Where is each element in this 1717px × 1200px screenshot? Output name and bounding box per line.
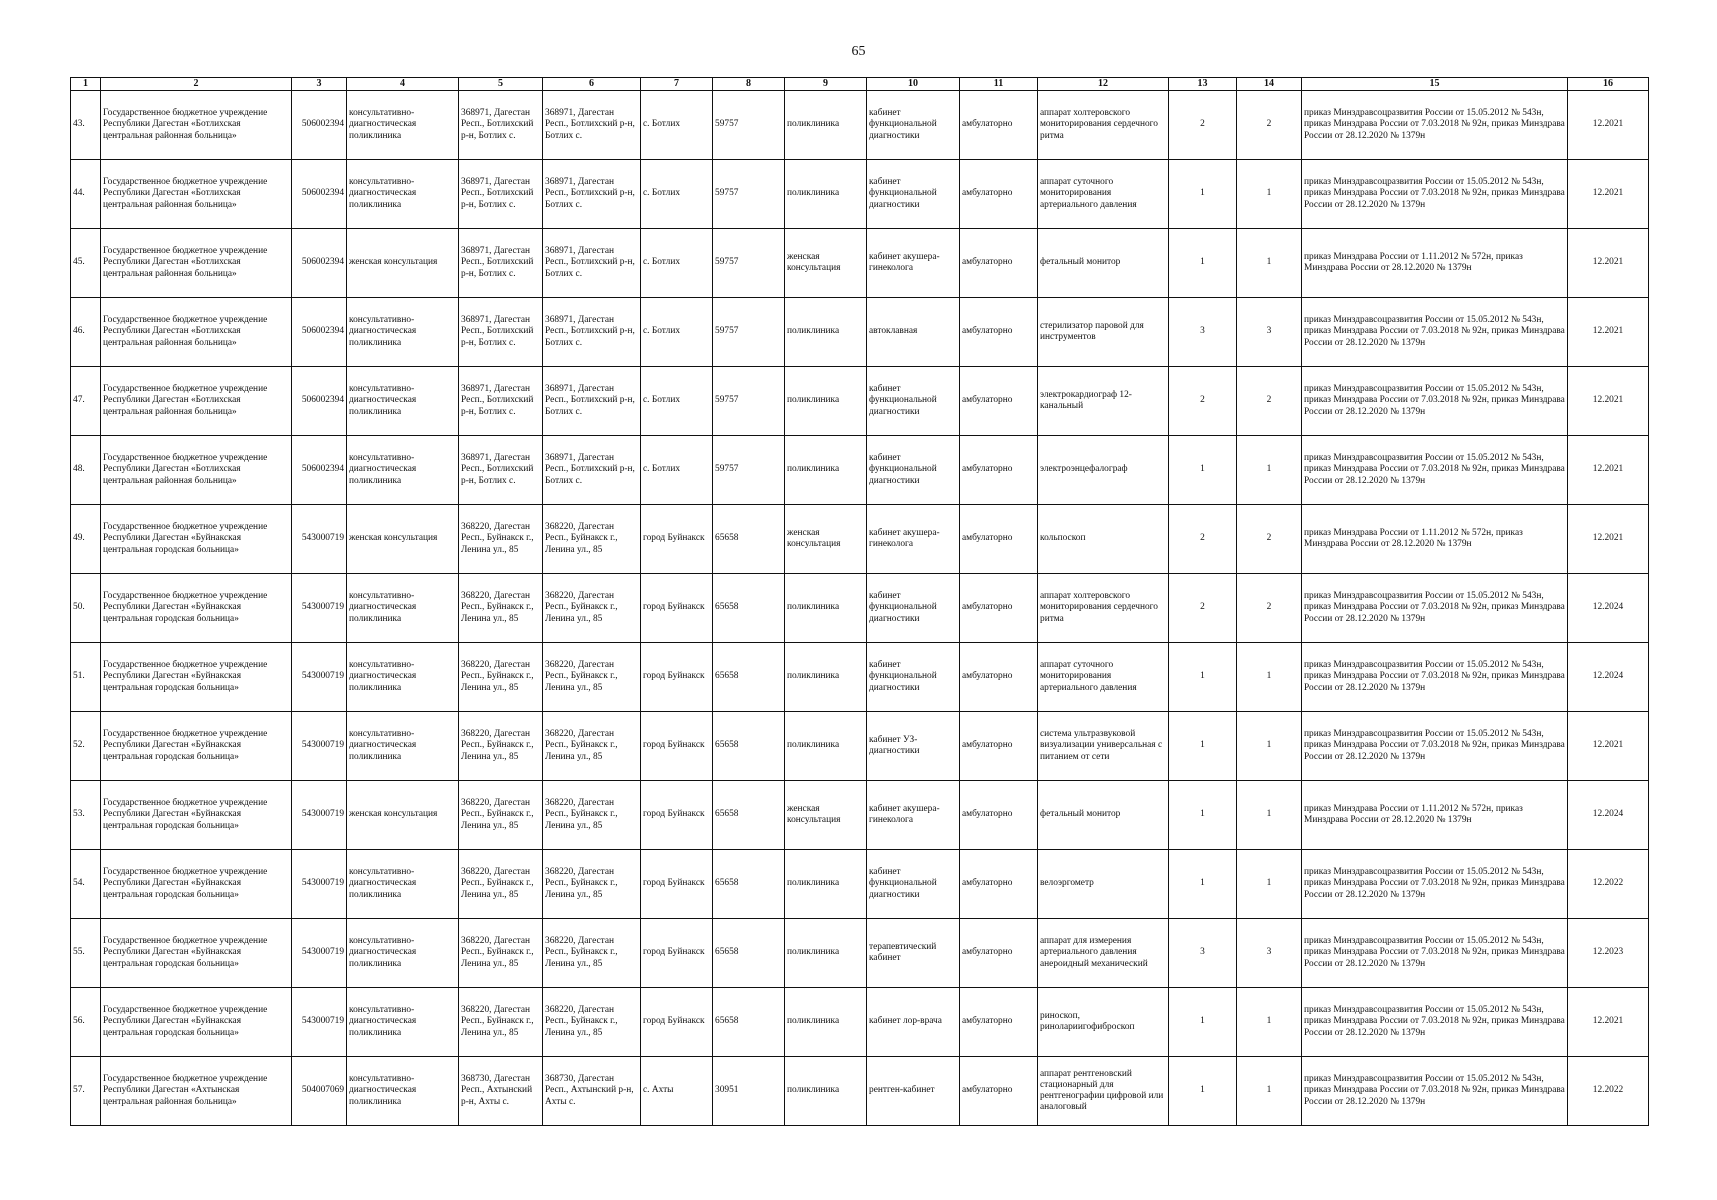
quantity-planned: 1 [1237,781,1302,850]
legal-address: 368220, Дагестан Респ., Буйнакск г., Ленина ул., 85 [459,919,543,988]
organization-name: Государственное бюджетное учреждение Республики Дагестан «Ботлихская центральная районная больница» [101,160,292,229]
unit-name: консультативно-диагностическая поликлиника [347,436,459,505]
unit-name: консультативно-диагностическая поликлиника [347,298,459,367]
legal-address: 368730, Дагестан Респ., Ахтынский р-н, Ахты с. [459,1057,543,1126]
actual-address: 368730, Дагестан Респ., Ахтынский р-н, Ахты с. [543,1057,641,1126]
legal-address: 368971, Дагестан Респ., Ботлихский р-н, Ботлих с. [459,160,543,229]
department: поликлиника [785,643,867,712]
regulatory-basis: приказ Минздравсоцразвития России от 15.05.2012 № 543н, приказ Минздрава России от 7.03.2018 № 92н, приказ Минздрава России от 28.12.2020 № 1379н [1302,436,1568,505]
column-header: 8 [713,78,785,91]
legal-address: 368971, Дагестан Респ., Ботлихский р-н, Ботлих с. [459,298,543,367]
room-name: кабинет лор-врача [867,988,960,1057]
unit-name: женская консультация [347,505,459,574]
quantity-planned: 1 [1237,1057,1302,1126]
actual-address: 368220, Дагестан Респ., Буйнакск г., Ленина ул., 85 [543,781,641,850]
row-number: 49. [71,505,101,574]
organization-code: 543000719 [292,988,347,1057]
table-row [71,574,1649,643]
department: женская консультация [785,229,867,298]
actual-address: 368971, Дагестан Респ., Ботлихский р-н, Ботлих с. [543,91,641,160]
department: поликлиника [785,91,867,160]
equipment-name: кольпоскоп [1038,505,1169,574]
quantity-planned: 1 [1237,850,1302,919]
settlement: с. Ботлих [641,91,713,160]
care-form: амбулаторно [960,850,1038,919]
quantity-required: 1 [1169,160,1237,229]
unit-name: консультативно-диагностическая поликлиника [347,919,459,988]
department: поликлиника [785,298,867,367]
actual-address: 368971, Дагестан Респ., Ботлихский р-н, Ботлих с. [543,160,641,229]
legal-address: 368220, Дагестан Респ., Буйнакск г., Ленина ул., 85 [459,505,543,574]
care-form: амбулаторно [960,1057,1038,1126]
settlement: с. Ботлих [641,229,713,298]
room-name: кабинет функциональной диагностики [867,436,960,505]
settlement: с. Ботлих [641,367,713,436]
equipment-name: система ультразвуковой визуализации универсальная с питанием от сети [1038,712,1169,781]
quantity-required: 1 [1169,1057,1237,1126]
column-header: 4 [347,78,459,91]
room-name: кабинет акушера-гинеколога [867,505,960,574]
room-name: терапевтический кабинет [867,919,960,988]
room-name: рентген-кабинет [867,1057,960,1126]
organization-name: Государственное бюджетное учреждение Республики Дагестан «Буйнакская центральная городская больница» [101,988,292,1057]
unit-name: консультативно-диагностическая поликлиника [347,160,459,229]
unit-name: консультативно-диагностическая поликлиника [347,367,459,436]
okato-code: 65658 [713,850,785,919]
department: поликлиника [785,436,867,505]
equipment-name: велоэргометр [1038,850,1169,919]
unit-name: консультативно-диагностическая поликлиника [347,1057,459,1126]
organization-code: 543000719 [292,712,347,781]
organization-name: Государственное бюджетное учреждение Республики Дагестан «Ботлихская центральная районная больница» [101,436,292,505]
legal-address: 368220, Дагестан Респ., Буйнакск г., Ленина ул., 85 [459,574,543,643]
care-form: амбулаторно [960,298,1038,367]
legal-address: 368971, Дагестан Респ., Ботлихский р-н, Ботлих с. [459,229,543,298]
column-header: 13 [1169,78,1237,91]
legal-address: 368220, Дагестан Респ., Буйнакск г., Ленина ул., 85 [459,712,543,781]
settlement: город Буйнакск [641,505,713,574]
regulatory-basis: приказ Минздравсоцразвития России от 15.05.2012 № 543н, приказ Минздрава России от 7.03.2018 № 92н, приказ Минздрава России от 28.12.2020 № 1379н [1302,919,1568,988]
care-form: амбулаторно [960,643,1038,712]
column-header: 11 [960,78,1038,91]
row-number: 50. [71,574,101,643]
organization-name: Государственное бюджетное учреждение Республики Дагестан «Ботлихская центральная районная больница» [101,91,292,160]
organization-code: 543000719 [292,574,347,643]
row-number: 51. [71,643,101,712]
organization-code: 543000719 [292,643,347,712]
okato-code: 59757 [713,367,785,436]
actual-address: 368220, Дагестан Респ., Буйнакск г., Ленина ул., 85 [543,505,641,574]
regulatory-basis: приказ Минздравсоцразвития России от 15.05.2012 № 543н, приказ Минздрава России от 7.03.2018 № 92н, приказ Минздрава России от 28.12.2020 № 1379н [1302,712,1568,781]
settlement: город Буйнакск [641,988,713,1057]
actual-address: 368220, Дагестан Респ., Буйнакск г., Ленина ул., 85 [543,850,641,919]
column-header: 1 [71,78,101,91]
actual-address: 368220, Дагестан Респ., Буйнакск г., Ленина ул., 85 [543,988,641,1057]
column-header: 3 [292,78,347,91]
organization-code: 506002394 [292,229,347,298]
quantity-required: 1 [1169,988,1237,1057]
quantity-planned: 1 [1237,229,1302,298]
organization-name: Государственное бюджетное учреждение Республики Дагестан «Буйнакская центральная городская больница» [101,781,292,850]
care-form: амбулаторно [960,229,1038,298]
organization-name: Государственное бюджетное учреждение Республики Дагестан «Буйнакская центральная городская больница» [101,505,292,574]
legal-address: 368220, Дагестан Респ., Буйнакск г., Ленина ул., 85 [459,643,543,712]
settlement: город Буйнакск [641,712,713,781]
table-row [71,1057,1649,1126]
okato-code: 30951 [713,1057,785,1126]
table-row [71,919,1649,988]
okato-code: 65658 [713,505,785,574]
regulatory-basis: приказ Минздрава России от 1.11.2012 № 572н, приказ Минздрава России от 28.12.2020 № 1379н [1302,505,1568,574]
unit-name: консультативно-диагностическая поликлиника [347,643,459,712]
actual-address: 368220, Дагестан Респ., Буйнакск г., Ленина ул., 85 [543,712,641,781]
actual-address: 368220, Дагестан Респ., Буйнакск г., Ленина ул., 85 [543,574,641,643]
equipment-name: риноскоп, ринолариигофиброскоп [1038,988,1169,1057]
regulatory-basis: приказ Минздравсоцразвития России от 15.05.2012 № 543н, приказ Минздрава России от 7.03.2018 № 92н, приказ Минздрава России от 28.12.2020 № 1379н [1302,160,1568,229]
organization-code: 543000719 [292,781,347,850]
settlement: город Буйнакск [641,850,713,919]
equipment-name: аппарат рентгеновский стационарный для рентгенографии цифровой или аналоговый [1038,1057,1169,1126]
column-header: 12 [1038,78,1169,91]
okato-code: 65658 [713,643,785,712]
department: поликлиника [785,1057,867,1126]
row-number: 44. [71,160,101,229]
table-row [71,712,1649,781]
settlement: с. Ахты [641,1057,713,1126]
room-name: кабинет функциональной диагностики [867,91,960,160]
actual-address: 368971, Дагестан Респ., Ботлихский р-н, Ботлих с. [543,229,641,298]
delivery-date: 12.2021 [1568,712,1649,781]
regulatory-basis: приказ Минздравсоцразвития России от 15.05.2012 № 543н, приказ Минздрава России от 7.03.2018 № 92н, приказ Минздрава России от 28.12.2020 № 1379н [1302,1057,1568,1126]
room-name: автоклавная [867,298,960,367]
organization-code: 506002394 [292,91,347,160]
table-row [71,91,1649,160]
delivery-date: 12.2021 [1568,505,1649,574]
department: поликлиника [785,574,867,643]
organization-code: 543000719 [292,919,347,988]
quantity-required: 1 [1169,436,1237,505]
legal-address: 368220, Дагестан Респ., Буйнакск г., Ленина ул., 85 [459,988,543,1057]
unit-name: консультативно-диагностическая поликлиника [347,712,459,781]
quantity-planned: 1 [1237,160,1302,229]
table-row [71,160,1649,229]
regulatory-basis: приказ Минздравсоцразвития России от 15.05.2012 № 543н, приказ Минздрава России от 7.03.2018 № 92н, приказ Минздрава России от 28.12.2020 № 1379н [1302,298,1568,367]
legal-address: 368971, Дагестан Респ., Ботлихский р-н, Ботлих с. [459,367,543,436]
equipment-name: аппарат суточного мониторирования артериального давления [1038,643,1169,712]
department: поликлиника [785,367,867,436]
quantity-planned: 1 [1237,712,1302,781]
okato-code: 59757 [713,436,785,505]
organization-name: Государственное бюджетное учреждение Республики Дагестан «Буйнакская центральная городская больница» [101,919,292,988]
regulatory-basis: приказ Минздравсоцразвития России от 15.05.2012 № 543н, приказ Минздрава России от 7.03.2018 № 92н, приказ Минздрава России от 28.12.2020 № 1379н [1302,988,1568,1057]
settlement: город Буйнакск [641,574,713,643]
table-row [71,436,1649,505]
regulatory-basis: приказ Минздравсоцразвития России от 15.05.2012 № 543н, приказ Минздрава России от 7.03.2018 № 92н, приказ Минздрава России от 28.12.2020 № 1379н [1302,850,1568,919]
quantity-required: 2 [1169,574,1237,643]
quantity-required: 2 [1169,91,1237,160]
column-header: 6 [543,78,641,91]
department: поликлиника [785,850,867,919]
row-number: 55. [71,919,101,988]
unit-name: консультативно-диагностическая поликлиника [347,91,459,160]
care-form: амбулаторно [960,988,1038,1057]
quantity-planned: 3 [1237,298,1302,367]
actual-address: 368971, Дагестан Респ., Ботлихский р-н, Ботлих с. [543,298,641,367]
legal-address: 368971, Дагестан Респ., Ботлихский р-н, Ботлих с. [459,436,543,505]
okato-code: 59757 [713,91,785,160]
table-row [71,298,1649,367]
organization-name: Государственное бюджетное учреждение Республики Дагестан «Буйнакская центральная городская больница» [101,574,292,643]
delivery-date: 12.2024 [1568,643,1649,712]
room-name: кабинет функциональной диагностики [867,160,960,229]
actual-address: 368220, Дагестан Респ., Буйнакск г., Ленина ул., 85 [543,643,641,712]
quantity-planned: 3 [1237,919,1302,988]
delivery-date: 12.2024 [1568,574,1649,643]
table-row [71,850,1649,919]
table-row [71,367,1649,436]
organization-name: Государственное бюджетное учреждение Республики Дагестан «Ахтынская центральная районная больница» [101,1057,292,1126]
care-form: амбулаторно [960,919,1038,988]
column-header: 10 [867,78,960,91]
unit-name: консультативно-диагностическая поликлиника [347,850,459,919]
okato-code: 59757 [713,229,785,298]
quantity-required: 2 [1169,367,1237,436]
row-number: 56. [71,988,101,1057]
settlement: город Буйнакск [641,919,713,988]
table-row [71,988,1649,1057]
column-header: 15 [1302,78,1568,91]
organization-code: 506002394 [292,298,347,367]
delivery-date: 12.2021 [1568,436,1649,505]
organization-name: Государственное бюджетное учреждение Республики Дагестан «Буйнакская центральная городская больница» [101,712,292,781]
delivery-date: 12.2021 [1568,298,1649,367]
delivery-date: 12.2021 [1568,367,1649,436]
quantity-required: 1 [1169,850,1237,919]
care-form: амбулаторно [960,436,1038,505]
equipment-name: аппарат для измерения артериального давления анероидный механический [1038,919,1169,988]
row-number: 52. [71,712,101,781]
column-header: 16 [1568,78,1649,91]
row-number: 54. [71,850,101,919]
quantity-required: 3 [1169,298,1237,367]
table-row [71,505,1649,574]
organization-name: Государственное бюджетное учреждение Республики Дагестан «Буйнакская центральная городская больница» [101,643,292,712]
unit-name: консультативно-диагностическая поликлиника [347,574,459,643]
okato-code: 65658 [713,574,785,643]
regulatory-basis: приказ Минздрава России от 1.11.2012 № 572н, приказ Минздрава России от 28.12.2020 № 1379н [1302,781,1568,850]
column-number-row [71,78,1649,91]
column-header: 9 [785,78,867,91]
table-row [71,229,1649,298]
equipment-name: электрокардиограф 12-канальный [1038,367,1169,436]
delivery-date: 12.2021 [1568,988,1649,1057]
room-name: кабинет функциональной диагностики [867,850,960,919]
column-header: 7 [641,78,713,91]
room-name: кабинет функциональной диагностики [867,574,960,643]
department: поликлиника [785,712,867,781]
delivery-date: 12.2021 [1568,91,1649,160]
care-form: амбулаторно [960,160,1038,229]
organization-name: Государственное бюджетное учреждение Республики Дагестан «Ботлихская центральная районная больница» [101,229,292,298]
room-name: кабинет акушера-гинеколога [867,229,960,298]
row-number: 45. [71,229,101,298]
page-number: 65 [851,44,866,59]
equipment-name: фетальный монитор [1038,781,1169,850]
column-header: 14 [1237,78,1302,91]
unit-name: женская консультация [347,229,459,298]
quantity-required: 3 [1169,919,1237,988]
settlement: город Буйнакск [641,643,713,712]
unit-name: женская консультация [347,781,459,850]
quantity-planned: 1 [1237,436,1302,505]
care-form: амбулаторно [960,367,1038,436]
delivery-date: 12.2023 [1568,919,1649,988]
delivery-date: 12.2021 [1568,160,1649,229]
quantity-required: 2 [1169,505,1237,574]
quantity-planned: 2 [1237,574,1302,643]
okato-code: 65658 [713,988,785,1057]
quantity-planned: 1 [1237,988,1302,1057]
quantity-planned: 2 [1237,505,1302,574]
quantity-planned: 1 [1237,643,1302,712]
organization-code: 506002394 [292,160,347,229]
equipment-name: аппарат холтеровского мониторирования сердечного ритма [1038,91,1169,160]
quantity-planned: 2 [1237,367,1302,436]
equipment-name: стерилизатор паровой для инструментов [1038,298,1169,367]
room-name: кабинет функциональной диагностики [867,643,960,712]
regulatory-basis: приказ Минздравсоцразвития России от 15.05.2012 № 543н, приказ Минздрава России от 7.03.2018 № 92н, приказ Минздрава России от 28.12.2020 № 1379н [1302,643,1568,712]
delivery-date: 12.2024 [1568,781,1649,850]
actual-address: 368971, Дагестан Респ., Ботлихский р-н, Ботлих с. [543,436,641,505]
room-name: кабинет УЗ-диагностики [867,712,960,781]
organization-code: 506002394 [292,436,347,505]
care-form: амбулаторно [960,505,1038,574]
actual-address: 368971, Дагестан Респ., Ботлихский р-н, Ботлих с. [543,367,641,436]
quantity-planned: 2 [1237,91,1302,160]
regulatory-basis: приказ Минздравсоцразвития России от 15.05.2012 № 543н, приказ Минздрава России от 7.03.2018 № 92н, приказ Минздрава России от 28.12.2020 № 1379н [1302,367,1568,436]
care-form: амбулаторно [960,574,1038,643]
delivery-date: 12.2022 [1568,1057,1649,1126]
row-number: 53. [71,781,101,850]
department: поликлиника [785,988,867,1057]
organization-code: 504007069 [292,1057,347,1126]
room-name: кабинет функциональной диагностики [867,367,960,436]
settlement: с. Ботлих [641,160,713,229]
row-number: 47. [71,367,101,436]
room-name: кабинет акушера-гинеколога [867,781,960,850]
legal-address: 368220, Дагестан Респ., Буйнакск г., Ленина ул., 85 [459,781,543,850]
equipment-name: электроэнцефалограф [1038,436,1169,505]
legal-address: 368220, Дагестан Респ., Буйнакск г., Ленина ул., 85 [459,850,543,919]
row-number: 57. [71,1057,101,1126]
quantity-required: 1 [1169,712,1237,781]
organization-code: 506002394 [292,367,347,436]
delivery-date: 12.2022 [1568,850,1649,919]
quantity-required: 1 [1169,643,1237,712]
organization-name: Государственное бюджетное учреждение Республики Дагестан «Ботлихская центральная районная больница» [101,367,292,436]
table-row [71,781,1649,850]
organization-name: Государственное бюджетное учреждение Республики Дагестан «Буйнакская центральная городская больница» [101,850,292,919]
department: женская консультация [785,505,867,574]
regulatory-basis: приказ Минздравсоцразвития России от 15.05.2012 № 543н, приказ Минздрава России от 7.03.2018 № 92н, приказ Минздрава России от 28.12.2020 № 1379н [1302,574,1568,643]
equipment-name: аппарат суточного мониторирования артериального давления [1038,160,1169,229]
table-row [71,643,1649,712]
legal-address: 368971, Дагестан Респ., Ботлихский р-н, Ботлих с. [459,91,543,160]
regulatory-basis: приказ Минздравсоцразвития России от 15.05.2012 № 543н, приказ Минздрава России от 7.03.2018 № 92н, приказ Минздрава России от 28.12.2020 № 1379н [1302,91,1568,160]
care-form: амбулаторно [960,712,1038,781]
okato-code: 59757 [713,298,785,367]
care-form: амбулаторно [960,91,1038,160]
okato-code: 65658 [713,712,785,781]
equipment-table [70,77,1649,1126]
settlement: с. Ботлих [641,436,713,505]
organization-code: 543000719 [292,850,347,919]
row-number: 48. [71,436,101,505]
quantity-required: 1 [1169,781,1237,850]
regulatory-basis: приказ Минздрава России от 1.11.2012 № 572н, приказ Минздрава России от 28.12.2020 № 1379н [1302,229,1568,298]
department: поликлиника [785,919,867,988]
department: женская консультация [785,781,867,850]
organization-name: Государственное бюджетное учреждение Республики Дагестан «Ботлихская центральная районная больница» [101,298,292,367]
care-form: амбулаторно [960,781,1038,850]
column-header: 2 [101,78,292,91]
okato-code: 65658 [713,781,785,850]
organization-code: 543000719 [292,505,347,574]
department: поликлиника [785,160,867,229]
okato-code: 65658 [713,919,785,988]
quantity-required: 1 [1169,229,1237,298]
okato-code: 59757 [713,160,785,229]
column-header: 5 [459,78,543,91]
actual-address: 368220, Дагестан Респ., Буйнакск г., Ленина ул., 85 [543,919,641,988]
equipment-name: аппарат холтеровского мониторирования сердечного ритма [1038,574,1169,643]
row-number: 46. [71,298,101,367]
row-number: 43. [71,91,101,160]
unit-name: консультативно-диагностическая поликлиника [347,988,459,1057]
settlement: с. Ботлих [641,298,713,367]
table-body [71,91,1649,1126]
settlement: город Буйнакск [641,781,713,850]
equipment-name: фетальный монитор [1038,229,1169,298]
delivery-date: 12.2021 [1568,229,1649,298]
